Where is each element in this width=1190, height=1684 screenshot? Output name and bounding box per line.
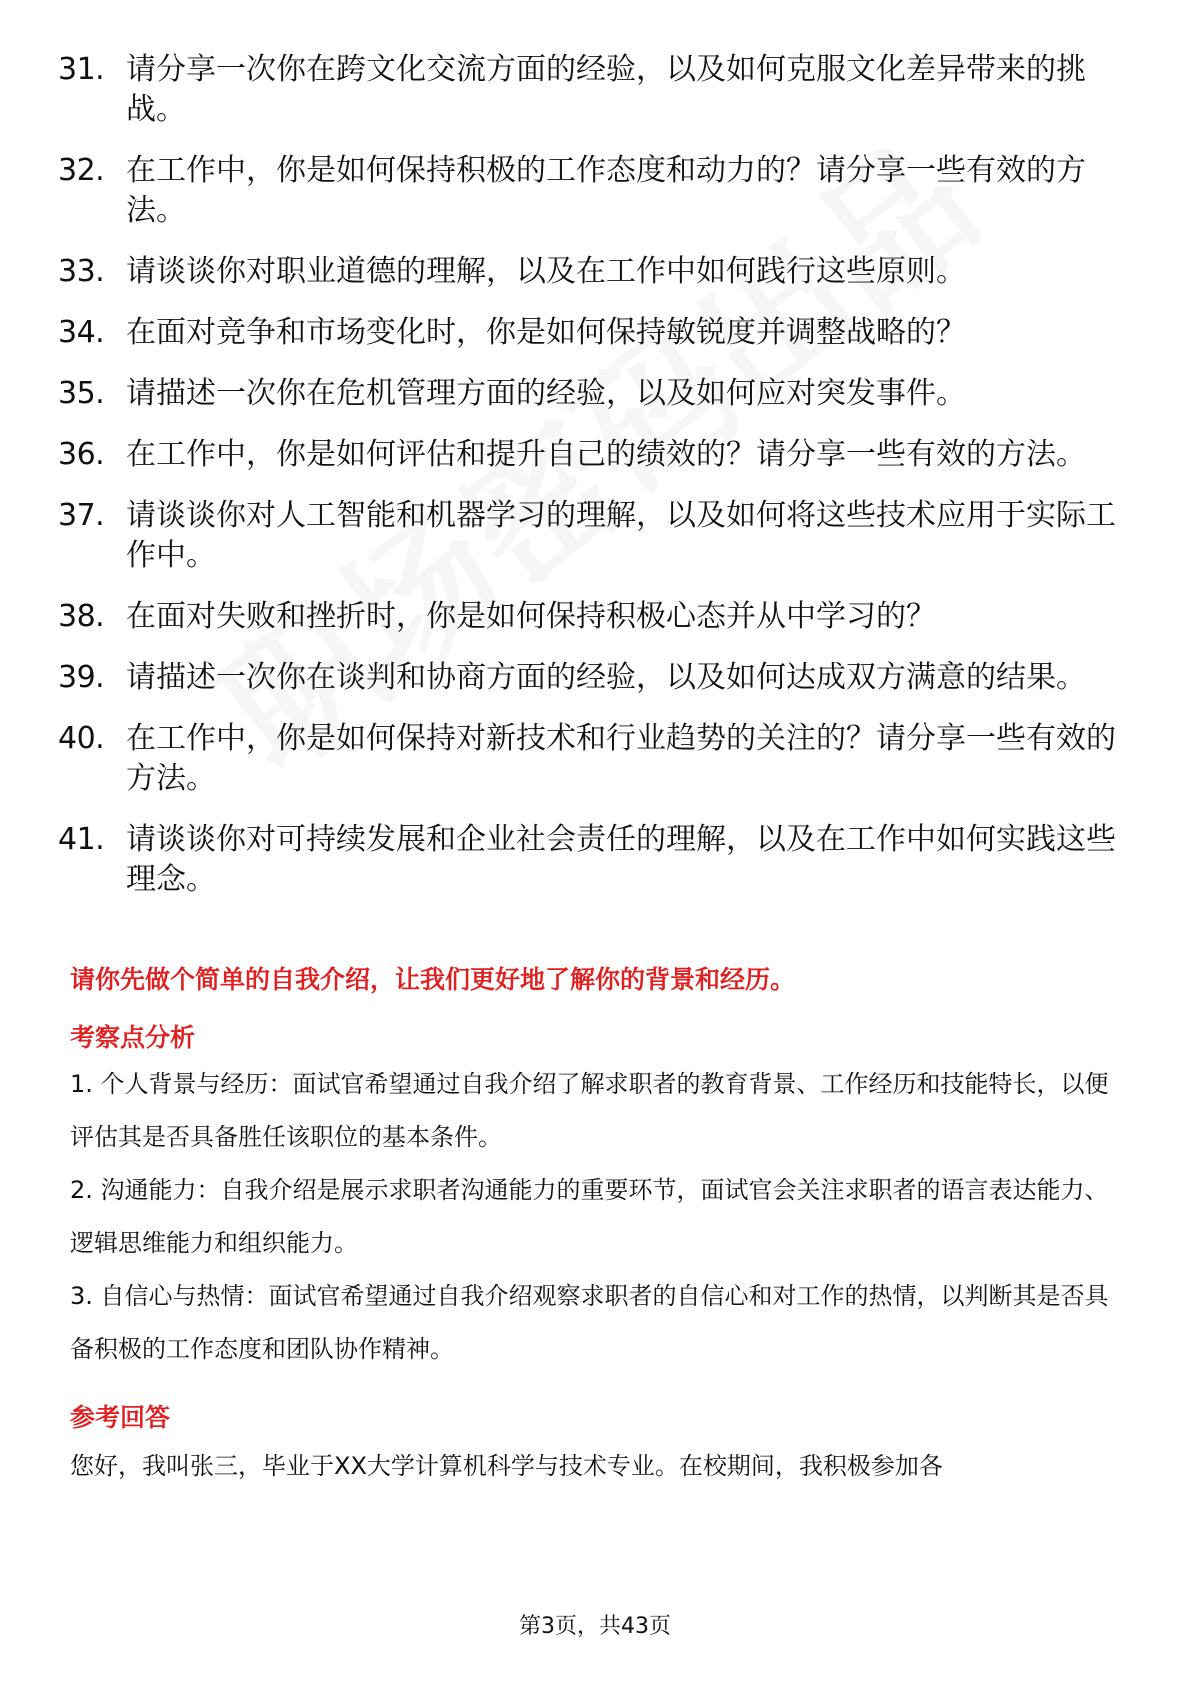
question-text: 请谈谈你对人工智能和机器学习的理解，以及如何将这些技术应用于实际工作中。 [126, 498, 1116, 573]
featured-question: 请你先做个简单的自我介绍，让我们更好地了解你的背景和经历。 [70, 965, 796, 994]
question-text: 在工作中，你是如何评估和提升自己的绩效的？请分享一些有效的方法。 [126, 437, 1086, 472]
list-item [0, 597, 1190, 637]
question-text: 在工作中，你是如何保持对新技术和行业趋势的关注的？请分享一些有效的方法。 [126, 721, 1116, 796]
page-footer: 第3页，共43页 [519, 1614, 671, 1639]
analysis-point: 3. 自信心与热情：面试官希望通过自我介绍观察求职者的自信心和对工作的热情，以判断其是否具备积极的工作态度和团队协作精神。 [70, 1282, 1109, 1363]
list-item [0, 50, 1190, 130]
list-item [0, 496, 1190, 576]
question-number: 39. [58, 660, 105, 695]
question-number: 35. [58, 376, 105, 411]
analysis-points [70, 1058, 1130, 1376]
list-item [0, 435, 1190, 475]
analysis-point: 1. 个人背景与经历：面试官希望通过自我介绍了解求职者的教育背景、工作经历和技能特长，以便评估其是否具备胜任该职位的基本条件。 [70, 1070, 1109, 1151]
question-text: 请分享一次你在跨文化交流方面的经验，以及如何克服文化差异带来的挑战。 [126, 52, 1086, 127]
list-item [0, 374, 1190, 414]
question-text: 请描述一次你在危机管理方面的经验，以及如何应对突发事件。 [126, 376, 966, 411]
question-number: 38. [58, 599, 105, 634]
question-text: 请谈谈你对可持续发展和企业社会责任的理解，以及在工作中如何实践这些理念。 [126, 822, 1116, 897]
question-list [0, 50, 1190, 921]
list-item [0, 719, 1190, 799]
question-number: 41. [58, 822, 105, 857]
question-text: 请谈谈你对职业道德的理解，以及在工作中如何践行这些原则。 [126, 254, 966, 289]
list-item [0, 252, 1190, 292]
question-text: 在面对竞争和市场变化时，你是如何保持敏锐度并调整战略的？ [126, 315, 966, 350]
question-number: 32. [58, 153, 105, 188]
question-number: 33. [58, 254, 105, 289]
question-number: 37. [58, 498, 105, 533]
list-item [0, 820, 1190, 900]
list-item [0, 658, 1190, 698]
answer-text: 您好，我叫张三，毕业于XX大学计算机科学与技术专业。在校期间，我积极参加各 [70, 1452, 943, 1480]
question-number: 34. [58, 315, 105, 350]
question-text: 请描述一次你在谈判和协商方面的经验，以及如何达成双方满意的结果。 [126, 660, 1086, 695]
analysis-heading: 考察点分析 [70, 1023, 196, 1052]
analysis-point: 2. 沟通能力：自我介绍是展示求职者沟通能力的重要环节，面试官会关注求职者的语言表达能力、逻辑思维能力和组织能力。 [70, 1176, 1109, 1257]
question-text: 在面对失败和挫折时，你是如何保持积极心态并从中学习的？ [126, 599, 936, 634]
answer-heading: 参考回答 [70, 1403, 171, 1432]
question-number: 40. [58, 721, 105, 756]
list-item [0, 313, 1190, 353]
question-text: 在工作中，你是如何保持积极的工作态度和动力的？请分享一些有效的方法。 [126, 153, 1086, 228]
question-number: 31. [58, 52, 105, 87]
list-item [0, 151, 1190, 231]
question-number: 36. [58, 437, 105, 472]
